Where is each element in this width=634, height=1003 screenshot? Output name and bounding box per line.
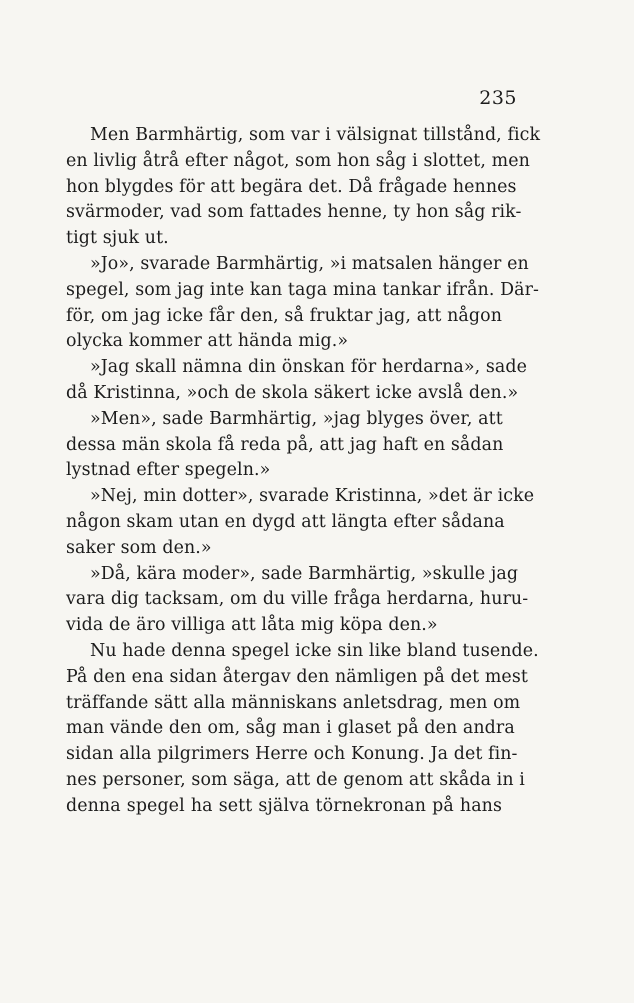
text-line: för, om jag icke får den, så fruktar jag, att någon — [66, 305, 502, 326]
text-line: På den ena sidan återgav den nämligen på det mest — [66, 666, 528, 687]
text-line: »Men», sade Barmhärtig, »jag blyges över, att — [90, 408, 503, 429]
text-line: träffande sätt alla människans anletsdrag, men om — [66, 692, 521, 713]
text-line: hon blygdes för att begära det. Då frågade hennes — [66, 176, 517, 197]
text-line: denna spegel ha sett själva törnekronan på hans — [66, 795, 502, 816]
text-line: en livlig åtrå efter något, som hon såg i slottet, men — [66, 150, 530, 171]
text-line: tigt sjuk ut. — [66, 228, 169, 249]
page-number: 235 — [479, 87, 517, 109]
text-line: spegel, som jag inte kan taga mina tankar ifrån. Där- — [66, 279, 540, 300]
text-line: då Kristinna, »och de skola säkert icke avslå den.» — [66, 382, 519, 403]
text-line: vara dig tacksam, om du ville fråga herdarna, huru- — [66, 589, 529, 610]
text-line: »Jo», svarade Barmhärtig, »i matsalen hänger en — [90, 253, 529, 274]
text-line: olycka kommer att hända mig.» — [66, 331, 349, 352]
text-line: lystnad efter spegeln.» — [66, 460, 271, 481]
text-line: saker som den.» — [66, 537, 212, 558]
text-line: »Då, kära moder», sade Barmhärtig, »skulle jag — [90, 563, 519, 584]
text-line: dessa män skola få reda på, att jag haft en sådan — [66, 434, 504, 455]
body-text — [66, 123, 541, 820]
text-line: man vände den om, såg man i glaset på den andra — [66, 718, 515, 739]
text-line: »Jag skall nämna din önskan för herdarna», sade — [90, 357, 527, 378]
text-line: Men Barmhärtig, som var i välsignat tillstånd, fick — [90, 125, 541, 145]
text-line: »Nej, min dotter», svarade Kristinna, »det är icke — [90, 486, 535, 507]
text-line: nes personer, som säga, att de genom att skåda in i — [66, 769, 525, 790]
text-line: svärmoder, vad som fattades henne, ty hon såg rik- — [66, 202, 522, 223]
text-line: sidan alla pilgrimers Herre och Konung. Ja det fin- — [66, 744, 518, 765]
text-line: någon skam utan en dygd att längta efter sådana — [66, 511, 505, 532]
text-line: vida de äro villiga att låta mig köpa den.» — [66, 615, 438, 636]
text-line: Nu hade denna spegel icke sin like bland tusende. — [90, 640, 539, 661]
